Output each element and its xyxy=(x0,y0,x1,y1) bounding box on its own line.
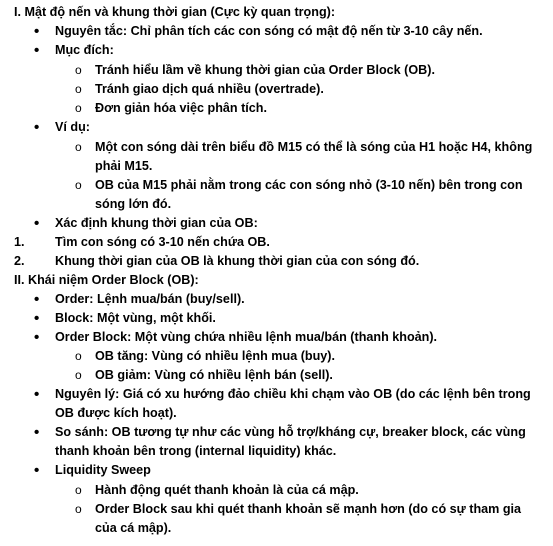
purpose-item: Đơn giản hóa việc phân tích. xyxy=(95,101,267,115)
bullet-marker: • xyxy=(34,119,40,136)
example-item-line: sóng lớn đó. xyxy=(95,197,172,211)
order-block-def: Order Block: Một vùng chứa nhiều lệnh mua/bán (thanh khoản). xyxy=(55,330,438,344)
rule-line: Nguyên lý: Giá có xu hướng đảo chiều khi chạm vào OB (do các lệnh bên trong xyxy=(55,387,531,401)
bullet-marker: • xyxy=(34,462,40,479)
sub-bullet-marker: o xyxy=(75,63,82,77)
sub-bullet-marker: o xyxy=(75,368,82,382)
bullet-marker: • xyxy=(34,42,40,59)
bullet-marker: • xyxy=(34,291,40,308)
sub-bullet-marker: o xyxy=(75,502,82,516)
sweep-label: Liquidity Sweep xyxy=(55,463,151,477)
sweep-item-line: Order Block sau khi quét thanh khoản sẽ mạnh hơn (do có sự tham gia xyxy=(95,502,522,516)
sub-bullet-marker: o xyxy=(75,140,82,154)
compare-line: thanh khoản bên trong (internal liquidity) khác. xyxy=(55,444,337,458)
purpose-item: Tránh hiểu lầm về khung thời gian của Order Block (OB). xyxy=(95,63,435,77)
rule-line: OB được kích hoạt). xyxy=(55,406,177,420)
example-label: Ví dụ: xyxy=(55,120,90,134)
bullet-marker: • xyxy=(34,386,40,403)
example-item-line: phải M15. xyxy=(95,159,153,173)
bullet-marker: • xyxy=(34,310,40,327)
determine-label: Xác định khung thời gian của OB: xyxy=(55,216,258,230)
sweep-item-line: của cá mập). xyxy=(95,521,172,535)
sub-bullet-marker: o xyxy=(75,178,82,192)
purpose-label: Mục đích: xyxy=(55,43,114,57)
example-item-line: Một con sóng dài trên biểu đồ M15 có thể là sóng của H1 hoặc H4, không xyxy=(95,140,533,154)
sub-bullet-marker: o xyxy=(75,101,82,115)
compare-line: So sánh: OB tương tự như các vùng hỗ trợ/kháng cự, breaker block, các vùng xyxy=(55,425,526,439)
example-item-line: OB của M15 phải nằm trong các con sóng nhỏ (3-10 nến) bên trong con xyxy=(95,178,523,192)
bullet-marker: • xyxy=(34,329,40,346)
purpose-item: Tránh giao dịch quá nhiều (overtrade). xyxy=(95,82,324,96)
bullet-marker: • xyxy=(34,215,40,232)
step-number: 2. xyxy=(14,254,25,268)
bullet-marker: • xyxy=(34,23,40,40)
ob-item: OB giảm: Vùng có nhiều lệnh bán (sell). xyxy=(95,368,333,382)
step-text: Tìm con sóng có 3-10 nến chứa OB. xyxy=(55,235,270,249)
principle-text: Nguyên tắc: Chỉ phân tích các con sóng có mật độ nến từ 3-10 cây nến. xyxy=(55,24,483,38)
order-def: Order: Lệnh mua/bán (buy/sell). xyxy=(55,292,245,306)
sweep-item-line: Hành động quét thanh khoản là của cá mập. xyxy=(95,483,359,497)
sub-bullet-marker: o xyxy=(75,349,82,363)
ob-item: OB tăng: Vùng có nhiều lệnh mua (buy). xyxy=(95,349,335,363)
step-text: Khung thời gian của OB là khung thời gian của con sóng đó. xyxy=(55,254,420,268)
sub-bullet-marker: o xyxy=(75,82,82,96)
block-def: Block: Một vùng, một khối. xyxy=(55,311,216,325)
section-1-heading: I. Mật độ nến và khung thời gian (Cực kỳ quan trọng): xyxy=(14,5,336,19)
sub-bullet-marker: o xyxy=(75,483,82,497)
section-2-heading: II. Khái niệm Order Block (OB): xyxy=(14,273,199,287)
step-number: 1. xyxy=(14,235,25,249)
bullet-marker: • xyxy=(34,424,40,441)
